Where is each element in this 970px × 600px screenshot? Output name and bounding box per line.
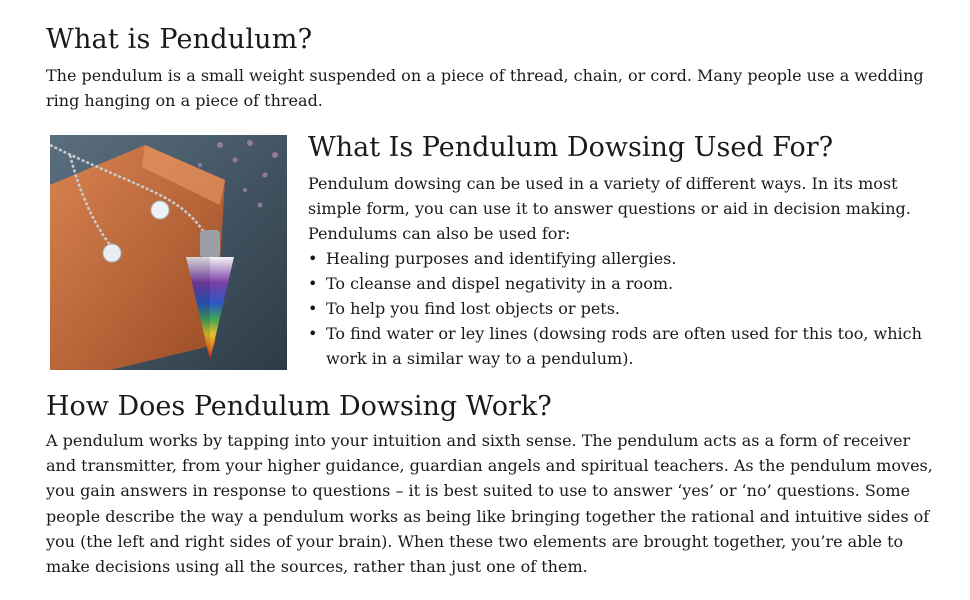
- section-title-how-dowsing-works: How Does Pendulum Dowsing Work?: [46, 391, 552, 422]
- list-item: [308, 271, 938, 296]
- bullet-icon: •: [308, 299, 318, 318]
- pendulum-photo: [50, 135, 287, 370]
- section-title-dowsing-used-for: What Is Pendulum Dowsing Used For?: [308, 132, 834, 163]
- bullet-icon: •: [308, 324, 318, 343]
- section-body-how-dowsing-works: A pendulum works by tapping into your intuition and sixth sense. The pendulum acts as a form of receiver and transmitter, from your higher guidance, guardian angels and spiritual teachers. As the pendulum moves, you gain answers in response to questions – it is best suited to use to answer ‘yes’ or ‘no’ questions. Some people describe the way a pendulum works as being like bringing together the rational and intuitive sides of you (the left and right sides of your brain). When these two elements are brought together, you’re able to make decisions using all the sources, rather than just one of them.: [46, 431, 933, 577]
- list-item: [308, 296, 938, 321]
- pendulum-photo-graphic: [50, 135, 287, 370]
- bullet-icon: •: [308, 249, 318, 268]
- list-item: [308, 246, 938, 271]
- list-item-text: To cleanse and dispel negativity in a room.: [326, 274, 674, 293]
- list-item-text: To help you find lost objects or pets.: [326, 299, 621, 318]
- section-body-what-is-pendulum: The pendulum is a small weight suspended on a piece of thread, chain, or cord. Many people use a wedding ring hanging on a piece of thread.: [46, 66, 924, 110]
- section-body-dowsing-used-for: Pendulum dowsing can be used in a variety of different ways. In its most simple form, you can use it to answer questions or aid in decision making. Pendulums can also be used for:: [308, 174, 911, 243]
- section-title-what-is-pendulum: What is Pendulum?: [46, 24, 313, 55]
- list-item: [308, 321, 938, 371]
- bullet-icon: •: [308, 274, 318, 293]
- list-item-text: Healing purposes and identifying allergies.: [326, 249, 677, 268]
- list-item-text: To find water or ley lines (dowsing rods are often used for this too, which work in a similar way to a pendulum).: [326, 324, 922, 368]
- uses-list: [308, 246, 938, 371]
